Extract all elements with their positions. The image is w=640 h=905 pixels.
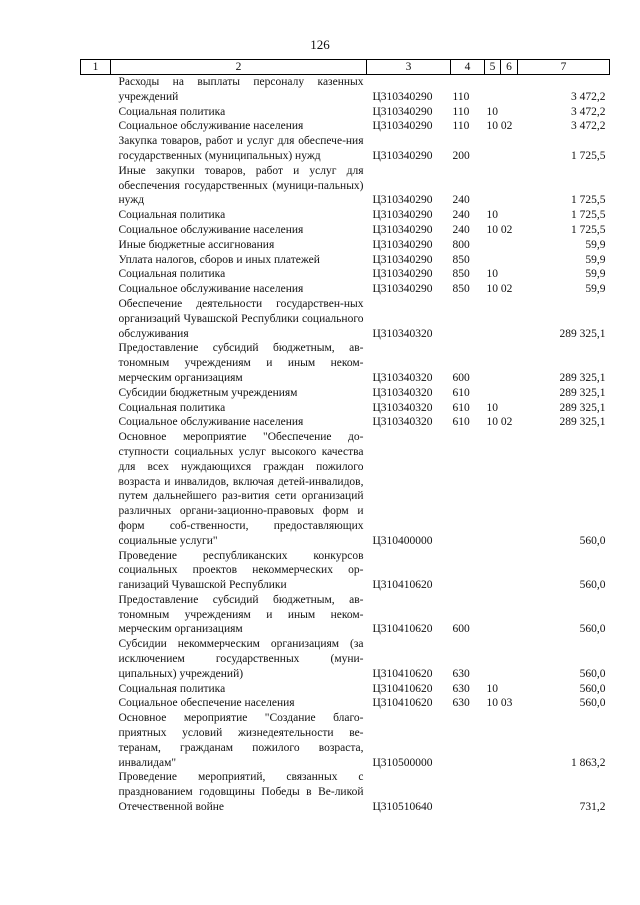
row-name-cell: Субсидии бюджетным учреждениям	[118, 386, 298, 399]
row-section-cell	[485, 637, 501, 681]
row-section-cell: 10	[486, 682, 498, 695]
row-name-cell: Социальное обслуживание населения	[118, 120, 304, 133]
row-code-cell: Ц310340290	[372, 149, 433, 162]
row-spacer-cell	[81, 637, 111, 681]
row-spacer-cell	[81, 401, 111, 416]
row-subsection-cell	[501, 208, 518, 223]
row-subsection-cell	[501, 549, 518, 593]
table-row	[81, 401, 610, 416]
row-subsection-cell	[501, 593, 518, 637]
row-expense-type-cell: 630	[452, 697, 470, 710]
row-amount-cell: 1 725,5	[571, 149, 606, 162]
table-row	[81, 238, 610, 253]
row-name-cell: Социальное обслуживание населения	[118, 416, 304, 429]
row-section-cell	[485, 297, 501, 341]
row-name-cell: Социальное обслуживание населения	[118, 283, 304, 296]
row-spacer-cell	[81, 341, 111, 385]
row-section-cell: 10 03	[486, 697, 513, 710]
row-name-cell: Иные закупки товаров, работ и услуг для обеспечения государственных (муници-пальных) нужд	[118, 164, 364, 207]
row-subsection-cell	[501, 238, 518, 253]
row-name-cell: Основное мероприятие "Создание благо-приятных условий жизнедеятельности ве-теранам, гражданам пожилого возраста, инвалидам"	[118, 712, 364, 769]
row-amount-cell: 731,2	[579, 801, 606, 814]
row-amount-cell: 560,0	[579, 667, 606, 680]
row-expense-type-cell	[451, 430, 485, 548]
row-spacer-cell	[81, 297, 111, 341]
row-subsection-cell	[501, 341, 518, 385]
table-row	[81, 637, 610, 681]
column-header: 6	[501, 60, 518, 75]
row-section-cell	[485, 770, 501, 814]
row-amount-cell: 59,9	[585, 238, 606, 251]
row-section-cell	[485, 253, 501, 268]
row-section-cell: 10 02	[486, 223, 513, 236]
row-expense-type-cell: 200	[452, 149, 470, 162]
row-amount-cell: 289 325,1	[559, 371, 606, 384]
row-section-cell	[485, 711, 501, 770]
table-row	[81, 297, 610, 341]
row-code-cell: Ц310340290	[372, 253, 433, 266]
row-section-cell	[485, 386, 501, 401]
table-row	[81, 267, 610, 282]
row-expense-type-cell: 240	[452, 223, 470, 236]
column-header: 7	[518, 60, 610, 75]
row-code-cell: Ц310340320	[372, 327, 433, 340]
row-amount-cell: 560,0	[579, 579, 606, 592]
row-spacer-cell	[81, 282, 111, 297]
table-row	[81, 164, 610, 208]
row-name-cell: Расходы на выплаты персоналу казенных учреждений	[118, 76, 364, 103]
row-code-cell: Ц310340290	[372, 223, 433, 236]
column-header: 5	[485, 60, 501, 75]
row-amount-cell: 1 725,5	[571, 223, 606, 236]
row-amount-cell: 3 472,2	[571, 120, 606, 133]
row-amount-cell: 560,0	[579, 623, 606, 636]
column-header: 2	[111, 60, 367, 75]
row-amount-cell: 3 472,2	[571, 105, 606, 118]
column-number-row	[81, 60, 610, 75]
row-subsection-cell	[501, 386, 518, 401]
row-spacer-cell	[81, 593, 111, 637]
row-expense-type-cell	[451, 711, 485, 770]
row-name-cell: Проведение республиканских конкурсов социальных проектов некоммерческих ор-ганизаций Чувашской Республики	[118, 549, 364, 592]
row-expense-type-cell	[451, 549, 485, 593]
table-row	[81, 682, 610, 697]
row-amount-cell: 59,9	[585, 268, 606, 281]
row-expense-type-cell	[451, 770, 485, 814]
row-expense-type-cell: 110	[452, 90, 470, 103]
row-code-cell: Ц310340290	[372, 268, 433, 281]
row-name-cell: Уплата налогов, сборов и иных платежей	[118, 253, 320, 266]
table-row	[81, 134, 610, 164]
row-code-cell: Ц310340290	[372, 105, 433, 118]
row-spacer-cell	[81, 711, 111, 770]
row-section-cell: 10 02	[486, 283, 513, 296]
row-code-cell: Ц310340290	[372, 90, 433, 103]
row-spacer-cell	[81, 386, 111, 401]
row-subsection-cell	[501, 105, 518, 120]
row-amount-cell: 1 725,5	[571, 194, 606, 207]
row-section-cell	[485, 430, 501, 548]
row-code-cell: Ц310410620	[372, 682, 433, 695]
row-expense-type-cell: 610	[452, 401, 470, 414]
row-code-cell: Ц310340290	[372, 283, 433, 296]
row-code-cell: Ц310410620	[372, 623, 433, 636]
row-section-cell	[485, 549, 501, 593]
row-code-cell: Ц310410620	[372, 579, 433, 592]
row-subsection-cell	[501, 164, 518, 208]
page-number: 126	[310, 37, 330, 52]
row-spacer-cell	[81, 75, 111, 105]
row-spacer-cell	[81, 119, 111, 134]
row-name-cell: Обеспечение деятельности государствен-ных организаций Чувашской Республики социального обслуживания	[118, 297, 364, 340]
row-spacer-cell	[81, 164, 111, 208]
row-amount-cell: 560,0	[579, 534, 606, 547]
row-amount-cell: 289 325,1	[559, 416, 606, 429]
row-code-cell: Ц310500000	[372, 756, 433, 769]
table-row	[81, 282, 610, 297]
table-row	[81, 549, 610, 593]
row-expense-type-cell: 600	[452, 623, 470, 636]
row-subsection-cell	[501, 637, 518, 681]
row-name-cell: Социальная политика	[118, 105, 226, 118]
row-expense-type-cell: 110	[452, 120, 470, 133]
table-row	[81, 119, 610, 134]
column-header: 1	[81, 60, 111, 75]
row-expense-type-cell: 630	[452, 682, 470, 695]
row-subsection-cell	[501, 682, 518, 697]
row-subsection-cell	[501, 75, 518, 105]
row-amount-cell: 59,9	[585, 283, 606, 296]
row-code-cell: Ц310400000	[372, 534, 433, 547]
row-spacer-cell	[81, 415, 111, 430]
row-spacer-cell	[81, 238, 111, 253]
row-section-cell	[485, 134, 501, 164]
row-code-cell: Ц310340320	[372, 401, 433, 414]
table-row	[81, 75, 610, 105]
row-name-cell: Иные бюджетные ассигнования	[118, 238, 275, 251]
row-section-cell	[485, 75, 501, 105]
row-name-cell: Субсидии некоммерческим организациям (за исключением государственных (муни-ципальных) учреждений)	[118, 638, 364, 680]
row-code-cell: Ц310340290	[372, 194, 433, 207]
row-name-cell: Социальная политика	[118, 401, 226, 414]
row-name-cell: Основное мероприятие "Обеспечение до-ступности социальных услуг высокого качества для всех нуждающихся граждан пожилого возраста и инвалидов, включая детей-инвалидов, путем дальнейшего раз-вития сети организаций различных органи-зационно-правовых форм и форм соб-ственности, предоставляющих социальные услуги"	[118, 431, 364, 547]
row-code-cell: Ц310340320	[372, 386, 433, 399]
row-section-cell	[485, 593, 501, 637]
row-spacer-cell	[81, 682, 111, 697]
row-expense-type-cell: 240	[452, 209, 470, 222]
row-amount-cell: 560,0	[579, 682, 606, 695]
row-spacer-cell	[81, 134, 111, 164]
row-name-cell: Предоставление субсидий бюджетным, ав-тономным учреждениям и иным неком-мерческим организациям	[118, 593, 364, 636]
row-spacer-cell	[81, 549, 111, 593]
table-body	[81, 75, 610, 815]
row-spacer-cell	[81, 208, 111, 223]
row-code-cell: Ц310340320	[372, 371, 433, 384]
row-amount-cell: 289 325,1	[559, 327, 606, 340]
row-amount-cell: 1 863,2	[571, 756, 606, 769]
row-name-cell: Социальная политика	[118, 682, 226, 695]
table-row	[81, 430, 610, 548]
row-expense-type-cell: 800	[452, 238, 470, 251]
table-row	[81, 386, 610, 401]
row-expense-type-cell: 600	[452, 371, 470, 384]
row-name-cell: Предоставление субсидий бюджетным, ав-тономным учреждениям и иным неком-мерческим организациям	[118, 342, 364, 384]
row-code-cell: Ц310340320	[372, 416, 433, 429]
row-subsection-cell	[501, 297, 518, 341]
row-expense-type-cell: 240	[452, 194, 470, 207]
column-header: 4	[451, 60, 485, 75]
row-subsection-cell	[501, 430, 518, 548]
row-expense-type-cell: 850	[452, 283, 470, 296]
budget-table	[80, 59, 610, 815]
column-header: 3	[367, 60, 451, 75]
table-row	[81, 208, 610, 223]
row-spacer-cell	[81, 430, 111, 548]
table-row	[81, 711, 610, 770]
table-row	[81, 770, 610, 814]
row-name-cell: Социальная политика	[118, 268, 226, 281]
row-subsection-cell	[501, 401, 518, 416]
row-code-cell: Ц310510640	[372, 801, 433, 814]
row-amount-cell: 59,9	[585, 253, 606, 266]
row-expense-type-cell: 610	[452, 386, 470, 399]
row-code-cell: Ц310340290	[372, 209, 433, 222]
row-section-cell: 10 02	[486, 120, 513, 133]
row-subsection-cell	[501, 267, 518, 282]
row-amount-cell: 1 725,5	[571, 209, 606, 222]
table-row	[81, 696, 610, 711]
row-section-cell: 10	[486, 268, 498, 281]
row-subsection-cell	[501, 770, 518, 814]
row-name-cell: Социальная политика	[118, 209, 226, 222]
row-section-cell: 10	[486, 401, 498, 414]
row-expense-type-cell: 630	[452, 667, 470, 680]
row-subsection-cell	[501, 253, 518, 268]
row-spacer-cell	[81, 105, 111, 120]
row-section-cell	[485, 238, 501, 253]
row-name-cell: Закупка товаров, работ и услуг для обеспече-ния государственных (муниципальных) нужд	[118, 135, 364, 162]
row-code-cell: Ц310340290	[372, 238, 433, 251]
row-section-cell: 10 02	[486, 416, 513, 429]
row-spacer-cell	[81, 267, 111, 282]
row-amount-cell: 560,0	[579, 697, 606, 710]
row-expense-type-cell	[451, 297, 485, 341]
row-code-cell: Ц310410620	[372, 697, 433, 710]
row-section-cell	[485, 164, 501, 208]
row-name-cell: Социальное обеспечение населения	[118, 697, 295, 710]
row-code-cell: Ц310340290	[372, 120, 433, 133]
table-row	[81, 593, 610, 637]
table-row	[81, 105, 610, 120]
row-spacer-cell	[81, 223, 111, 238]
table-row	[81, 415, 610, 430]
row-code-cell: Ц310410620	[372, 667, 433, 680]
row-amount-cell: 3 472,2	[571, 90, 606, 103]
row-section-cell: 10	[486, 105, 498, 118]
row-name-cell: Социальное обслуживание населения	[118, 223, 304, 236]
table-row	[81, 253, 610, 268]
row-amount-cell: 289 325,1	[559, 386, 606, 399]
row-subsection-cell	[501, 711, 518, 770]
row-name-cell: Проведение мероприятий, связанных с празднованием годовщины Победы в Ве-ликой Отечественной войне	[118, 771, 364, 814]
row-section-cell: 10	[486, 209, 498, 222]
row-spacer-cell	[81, 770, 111, 814]
row-amount-cell: 289 325,1	[559, 401, 606, 414]
row-expense-type-cell: 850	[452, 268, 470, 281]
row-section-cell	[485, 341, 501, 385]
row-spacer-cell	[81, 696, 111, 711]
table-row	[81, 341, 610, 385]
row-subsection-cell	[501, 134, 518, 164]
row-expense-type-cell: 110	[452, 105, 470, 118]
row-spacer-cell	[81, 253, 111, 268]
row-expense-type-cell: 850	[452, 253, 470, 266]
row-expense-type-cell: 610	[452, 416, 470, 429]
table-row	[81, 223, 610, 238]
